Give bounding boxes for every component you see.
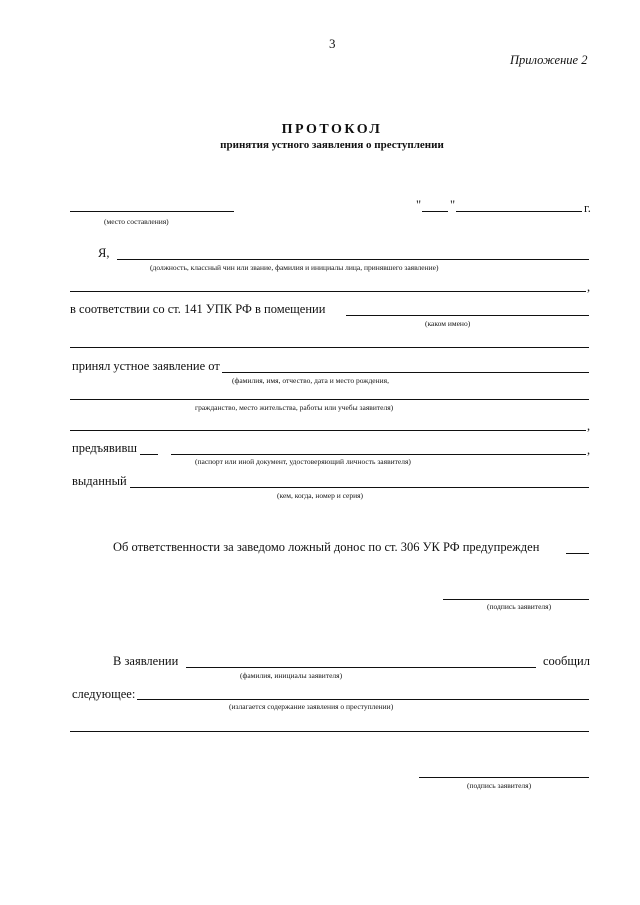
premises-text: в соответствии со ст. 141 УПК РФ в помещении (70, 302, 326, 316)
premises-line (346, 315, 589, 316)
year-suffix: г. (584, 201, 591, 215)
document-title: ПРОТОКОЛ (281, 122, 383, 137)
issued-label: выданный (72, 474, 127, 488)
signature-hint-1: (подпись заявителя) (487, 602, 552, 611)
official-hint: (должность, классный чин или звание, фамилия и инициалы лица, принявшего заявление) (150, 263, 439, 272)
signature-line-1 (443, 599, 589, 600)
applicant-hint-1: (фамилия, имя, отчество, дата и место рождения, (232, 376, 389, 385)
document-label: предъявивш (72, 441, 138, 455)
statement-content-line (137, 699, 589, 700)
statement-content-hint: (излагается содержание заявления о преступлении) (229, 702, 394, 711)
date-quote-open: " (416, 198, 422, 212)
applicant-hint-2: гражданство, место жительства, работы или учебы заявителя) (195, 403, 394, 412)
place-hint: (место составления) (104, 217, 169, 226)
document-line (171, 454, 586, 455)
applicant-line (222, 372, 589, 373)
warning-text: Об ответственности за заведомо ложный донос по ст. 306 УК РФ предупрежден (113, 540, 540, 554)
statement-following: следующее: (72, 687, 136, 701)
applicant-line-3 (70, 430, 586, 431)
official-label: Я, (98, 246, 110, 260)
official-line-2 (70, 291, 586, 292)
document-subtitle: принятия устного заявления о преступлении (220, 139, 444, 151)
day-line (422, 211, 448, 212)
official-line (117, 259, 589, 260)
signature-hint-2: (подпись заявителя) (467, 781, 532, 790)
applicant-comma: , (587, 419, 591, 433)
statement-name-hint: (фамилия, инициалы заявителя) (240, 671, 343, 680)
page-number: 3 (329, 36, 336, 51)
appendix-label: Приложение 2 (510, 53, 588, 67)
warning-line (566, 553, 589, 554)
document-comma: , (587, 443, 591, 457)
official-comma: , (587, 280, 591, 294)
applicant-line-2 (70, 399, 589, 400)
document-ending-line (140, 454, 158, 455)
applicant-label: принял устное заявление от (72, 359, 220, 373)
issued-hint: (кем, когда, номер и серия) (277, 491, 364, 500)
premises-line-2 (70, 347, 589, 348)
place-line (70, 211, 234, 212)
premises-hint: (каком имено) (425, 319, 471, 328)
statement-content-line-2 (70, 731, 589, 732)
statement-reported: сообщил (543, 654, 590, 668)
statement-name-line (186, 667, 536, 668)
month-year-line (456, 211, 582, 212)
issued-line (130, 487, 589, 488)
signature-line-2 (419, 777, 589, 778)
statement-label: В заявлении (113, 654, 179, 668)
date-quote-close: " (450, 198, 456, 212)
document-hint: (паспорт или иной документ, удостоверяющий личность заявителя) (195, 457, 411, 466)
